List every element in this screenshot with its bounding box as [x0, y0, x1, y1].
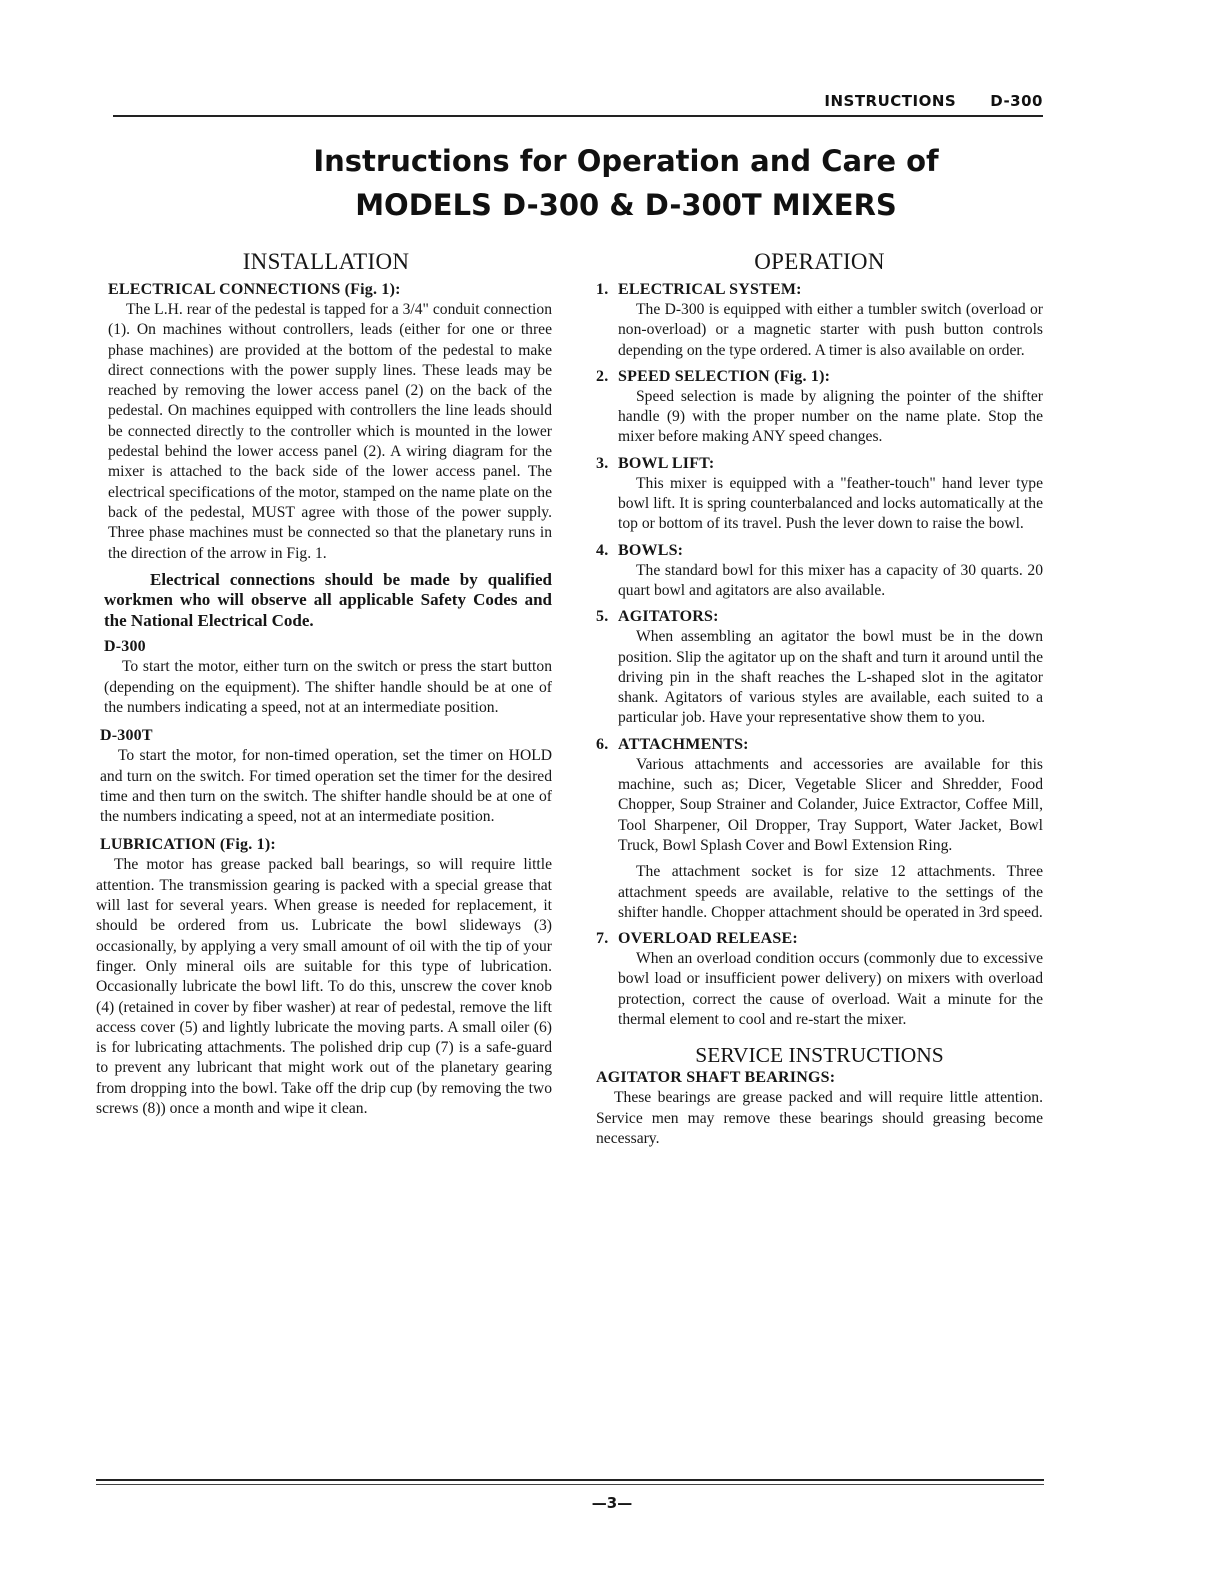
operation-item [596, 454, 1043, 535]
d300t-heading: D-300T [100, 727, 153, 745]
header-section: INSTRUCTIONS [824, 92, 957, 110]
installation-heading: INSTALLATION [242, 249, 410, 274]
electrical-connections-text: The L.H. rear of the pedestal is tapped for a 3/4" conduit connection (1). On machines without controllers, leads (either for one or three phase machines) are provided at the bottom of the pedestal to make direct connections with the power supply lines. These leads may be reached by removing the lower access panel (2) on the back of the pedestal. On machines equipped with controllers the line leads should be connected directly to the controller which is mounted in the lower pedestal behind the lower access panel (2). A wiring diagram for the mixer is attached to the back side of the lower access panel. The electrical specifications of the motor, stamped on the name plate on the back of the pedestal, MUST agree with those of the power supply. Three phase machines must be connected so that the planetary runs in the direction of the arrow in Fig. 1. [108, 301, 552, 562]
lubrication-heading: LUBRICATION (Fig. 1): [100, 836, 276, 854]
operation-item-text-2: The attachment socket is for size 12 attachments. Three attachment speeds are available, relative to the settings of the shifter handle. Chopper attachment should be operated in 3rd speed. [618, 863, 1043, 921]
operation-item-text: The standard bowl for this mixer has a capacity of 30 quarts. 20 quart bowl and agitators are also available. [618, 561, 1043, 599]
operation-item [596, 929, 1043, 1030]
running-header [805, 92, 1043, 110]
service-text: These bearings are grease packed and will require little attention. Service men may remove these bearings should greasing become necessary. [596, 1089, 1043, 1147]
operation-item-heading: 1. ELECTRICAL SYSTEM: [596, 281, 802, 298]
operation-item [596, 280, 1043, 361]
operation-item-heading: 6. ATTACHMENTS: [596, 735, 749, 753]
operation-item [596, 541, 1043, 602]
lubrication-text: The motor has grease packed ball bearings, so will require little attention. The transmission gearing is packed with a special grease that will last for several years. When grease is needed for replacement, it should be ordered from us. Lubricate the bowl slideways (3) occasionally, by applying a very small amount of oil with the tip of your finger. Only mineral oils are suitable for this type of lubrication. Occasionally lubricate the bowl lift. To do this, unscrew the cover knob (4) (retained in cover by fiber washer) at rear of pedestal, remove the lift access cover (5) and lightly lubricate the moving parts. A small oiler (6) is for lubricating attachments. The polished drip cup (7) is a safe-guard to prevent any lubricant that might work out of the planetary gearing from dropping into the bowl. Take off the drip cup (by removing the two screws (8)) once a month and wipe it clean. [96, 856, 552, 1117]
operation-item-heading: 7. OVERLOAD RELEASE: [596, 930, 798, 948]
operation-heading: OPERATION [754, 249, 885, 274]
operation-item [596, 367, 1043, 448]
electrical-connections-heading: ELECTRICAL CONNECTIONS (Fig. 1): [108, 281, 401, 298]
d300-text: To start the motor, either turn on the switch or press the start button (depending on the equipment). The shifter handle should be at one of the numbers indicating a speed, not at an intermediate position. [104, 658, 552, 716]
left-column [96, 248, 552, 1119]
operation-item-heading: 3. BOWL LIFT: [596, 454, 715, 472]
d300t-text: To start the motor, for non-timed operation, set the timer on HOLD and turn on the switch. For timed operation set the timer for the desired time and then turn on the switch. The shifter handle should be at one of the numbers indicating a speed, not at an intermediate position. [100, 747, 552, 826]
operation-item-text: When assembling an agitator the bowl must be in the down position. Slip the agitator up on the shaft and turn it around until the driving pin in the shaft reaches the L-shaped slot in the agitator shank. Agitators of various styles are available, each suited to a particular job. Have your representative show them to you. [618, 628, 1043, 727]
service-sub-heading: AGITATOR SHAFT BEARINGS: [596, 1069, 836, 1087]
page-number: —3— [591, 1494, 633, 1512]
operation-item-heading: 2. SPEED SELECTION (Fig. 1): [596, 367, 831, 385]
footer-rule-thin [96, 1484, 1044, 1485]
page-title-line-2: MODELS D-300 & D-300T MIXERS [355, 188, 897, 222]
operation-item [596, 735, 1043, 923]
operation-item-text: When an overload condition occurs (commonly due to excessive bowl load or insufficient power delivery) on mixers with overload protection, correct the cause of overload. Wait a minute for the thermal element to cool and re-start the mixer. [618, 950, 1043, 1029]
operation-item-text: Various attachments and accessories are available for this machine, such as; Dicer, Vegetable Slicer and Shredder, Food Chopper, Soup Strainer and Colander, Juice Extractor, Coffee Mill, Tool Sharpener, Oil Dropper, Tray Support, Water Jacket, Bowl Truck, Bowl Splash Cover and Bowl Extension Ring. [618, 755, 1043, 854]
right-column [596, 248, 1043, 1149]
electrical-warning: Electrical connections should be made by qualified workmen who will observe all applicable Safety Codes and the National Electrical Code. [104, 569, 552, 630]
operation-item-heading: 4. BOWLS: [596, 541, 684, 559]
operation-item-text: The D-300 is equipped with either a tumbler switch (overload or non-overload) or a magnetic starter with push button controls depending on the type ordered. A timer is also available on order. [618, 301, 1043, 359]
header-rule [113, 115, 1043, 117]
operation-item-text: Speed selection is made by aligning the pointer of the shifter handle (9) with the proper number on the name plate. Stop the mixer before making ANY speed changes. [618, 387, 1043, 446]
service-heading: SERVICE INSTRUCTIONS [695, 1043, 944, 1068]
header-model: D-300 [990, 92, 1043, 110]
d300-heading: D-300 [104, 638, 146, 656]
operation-item-text: This mixer is equipped with a "feather-touch" hand lever type bowl lift. It is spring counterbalanced and locks automatically at the top or bottom of its travel. Push the lever down to raise the bowl. [618, 474, 1043, 533]
footer-rule [96, 1479, 1044, 1481]
page-title-line-1: Instructions for Operation and Care of [313, 144, 939, 178]
operation-item [596, 607, 1043, 728]
operation-item-heading: 5. AGITATORS: [596, 608, 719, 626]
